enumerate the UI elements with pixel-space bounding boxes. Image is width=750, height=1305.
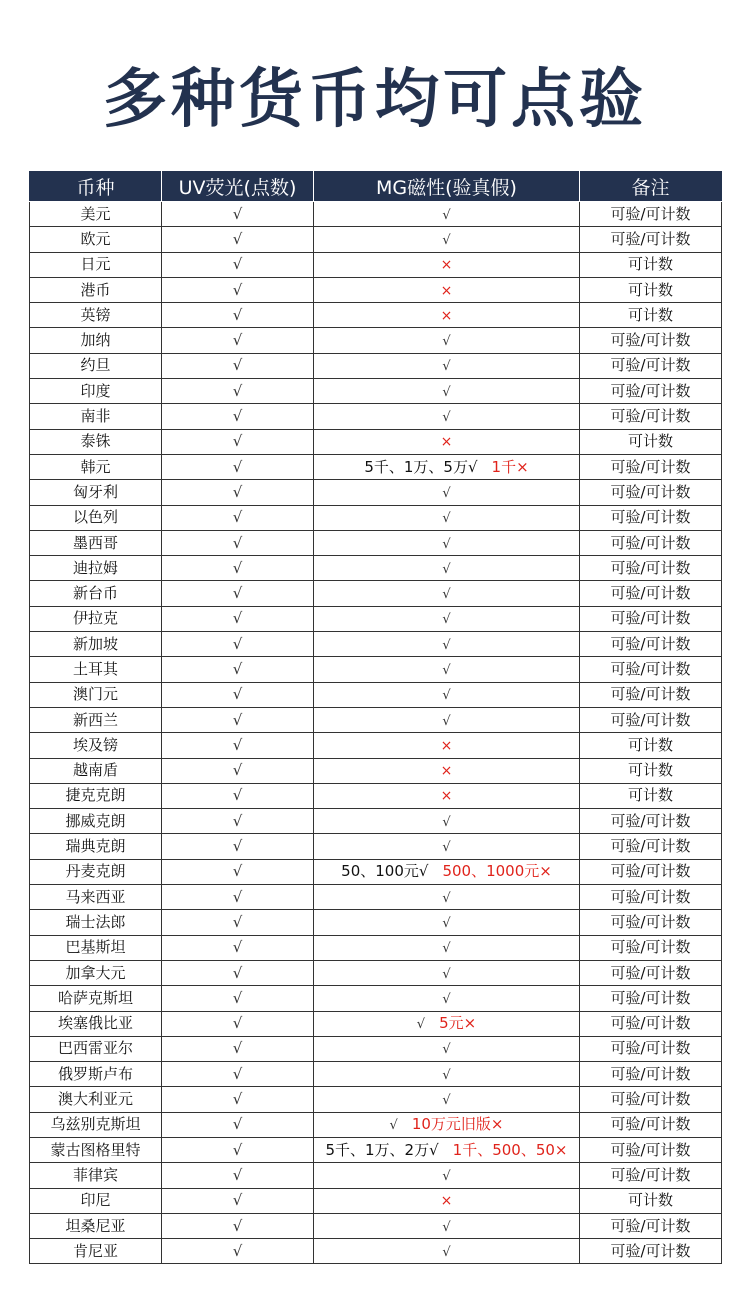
table-row bbox=[30, 328, 722, 353]
note-cell: 可验/可计数 bbox=[580, 1062, 722, 1087]
currency-table bbox=[29, 171, 722, 1264]
cross-mark: × bbox=[440, 788, 453, 805]
currency-cell: 印尼 bbox=[30, 1188, 162, 1213]
check-mark: √ bbox=[442, 485, 451, 501]
table-row bbox=[30, 1137, 722, 1162]
table-row bbox=[30, 277, 722, 302]
mg-cell bbox=[314, 960, 580, 985]
note-cell: 可计数 bbox=[580, 1188, 722, 1213]
check-mark: √ bbox=[442, 966, 451, 982]
note-cell: 可验/可计数 bbox=[580, 657, 722, 682]
table-row bbox=[30, 454, 722, 479]
note-cell: 可验/可计数 bbox=[580, 707, 722, 732]
note-cell: 可验/可计数 bbox=[580, 1163, 722, 1188]
note-cell: 可计数 bbox=[580, 303, 722, 328]
mg-cell bbox=[314, 834, 580, 859]
mg-cell bbox=[314, 277, 580, 302]
check-mark: √ bbox=[442, 1244, 451, 1260]
mg-cell bbox=[314, 733, 580, 758]
table-row bbox=[30, 859, 722, 884]
cross-mark: × bbox=[440, 1193, 453, 1210]
table-row bbox=[30, 1087, 722, 1112]
mg-cell bbox=[314, 480, 580, 505]
mg-cell bbox=[314, 227, 580, 252]
table-row bbox=[30, 1163, 722, 1188]
currency-cell: 澳大利亚元 bbox=[30, 1087, 162, 1112]
currency-cell: 以色列 bbox=[30, 505, 162, 530]
mg-cell bbox=[314, 1163, 580, 1188]
table-row bbox=[30, 202, 722, 227]
mg-cell bbox=[314, 1213, 580, 1238]
currency-cell: 南非 bbox=[30, 404, 162, 429]
cross-mark: × bbox=[440, 737, 453, 754]
currency-cell: 欧元 bbox=[30, 227, 162, 252]
currency-cell: 瑞典克朗 bbox=[30, 834, 162, 859]
table-row bbox=[30, 581, 722, 606]
mg-cell bbox=[314, 429, 580, 454]
mg-cell bbox=[314, 556, 580, 581]
uv-cell: √ bbox=[162, 454, 314, 479]
check-mark: √ bbox=[442, 359, 451, 375]
note-cell: 可验/可计数 bbox=[580, 556, 722, 581]
mg-cell bbox=[314, 682, 580, 707]
table-header-row bbox=[30, 172, 722, 202]
mg-cell bbox=[314, 632, 580, 657]
mg-cell bbox=[314, 1087, 580, 1112]
note-cell: 可验/可计数 bbox=[580, 1213, 722, 1238]
table-body bbox=[30, 202, 722, 1264]
check-mark: √ bbox=[442, 662, 451, 678]
table-row bbox=[30, 1011, 722, 1036]
table-row bbox=[30, 353, 722, 378]
header-uv: UV荧光(点数) bbox=[162, 172, 314, 202]
currency-cell: 蒙古图格里特 bbox=[30, 1137, 162, 1162]
mg-cell bbox=[314, 707, 580, 732]
mg-cell bbox=[314, 303, 580, 328]
note-cell: 可验/可计数 bbox=[580, 1239, 722, 1264]
cross-mark: × bbox=[440, 307, 453, 324]
uv-cell: √ bbox=[162, 986, 314, 1011]
currency-cell: 土耳其 bbox=[30, 657, 162, 682]
mg-note: 50、100元√ bbox=[341, 862, 429, 881]
table-row bbox=[30, 379, 722, 404]
currency-cell: 挪威克朗 bbox=[30, 809, 162, 834]
table-row bbox=[30, 632, 722, 657]
currency-cell: 乌兹别克斯坦 bbox=[30, 1112, 162, 1137]
note-cell: 可计数 bbox=[580, 758, 722, 783]
currency-cell: 日元 bbox=[30, 252, 162, 277]
uv-cell: √ bbox=[162, 935, 314, 960]
check-mark: √ bbox=[442, 334, 451, 350]
mg-note: 5千、1万、5万√ bbox=[364, 457, 478, 476]
header-mg: MG磁性(验真假) bbox=[314, 172, 580, 202]
currency-cell: 韩元 bbox=[30, 454, 162, 479]
currency-cell: 越南盾 bbox=[30, 758, 162, 783]
uv-cell: √ bbox=[162, 1062, 314, 1087]
table-row bbox=[30, 1239, 722, 1264]
uv-cell: √ bbox=[162, 581, 314, 606]
note-cell: 可验/可计数 bbox=[580, 1137, 722, 1162]
mg-cell bbox=[314, 1137, 580, 1162]
uv-cell: √ bbox=[162, 783, 314, 808]
warning-note: 500、1000元× bbox=[442, 862, 552, 881]
currency-cell: 澳门元 bbox=[30, 682, 162, 707]
table-row bbox=[30, 935, 722, 960]
table-row bbox=[30, 606, 722, 631]
uv-cell: √ bbox=[162, 1137, 314, 1162]
table-row bbox=[30, 480, 722, 505]
currency-cell: 约旦 bbox=[30, 353, 162, 378]
mg-cell bbox=[314, 606, 580, 631]
currency-cell: 港币 bbox=[30, 277, 162, 302]
currency-cell: 埃塞俄比亚 bbox=[30, 1011, 162, 1036]
mg-cell bbox=[314, 935, 580, 960]
table-row bbox=[30, 1112, 722, 1137]
currency-cell: 英镑 bbox=[30, 303, 162, 328]
uv-cell: √ bbox=[162, 885, 314, 910]
currency-cell: 巴基斯坦 bbox=[30, 935, 162, 960]
table-row bbox=[30, 986, 722, 1011]
table-row bbox=[30, 783, 722, 808]
check-mark: √ bbox=[442, 384, 451, 400]
check-mark: √ bbox=[442, 713, 451, 729]
cross-mark: × bbox=[440, 257, 453, 274]
uv-cell: √ bbox=[162, 1213, 314, 1238]
uv-cell: √ bbox=[162, 227, 314, 252]
currency-cell: 瑞士法郎 bbox=[30, 910, 162, 935]
mg-cell bbox=[314, 783, 580, 808]
currency-cell: 哈萨克斯坦 bbox=[30, 986, 162, 1011]
check-mark: √ bbox=[442, 1093, 451, 1109]
uv-cell: √ bbox=[162, 277, 314, 302]
check-mark: √ bbox=[442, 207, 451, 223]
uv-cell: √ bbox=[162, 404, 314, 429]
mg-cell bbox=[314, 379, 580, 404]
mg-cell bbox=[314, 910, 580, 935]
check-mark: √ bbox=[442, 410, 451, 426]
note-cell: 可验/可计数 bbox=[580, 202, 722, 227]
uv-cell: √ bbox=[162, 1011, 314, 1036]
table-row bbox=[30, 1036, 722, 1061]
mg-cell bbox=[314, 758, 580, 783]
note-cell: 可验/可计数 bbox=[580, 606, 722, 631]
check-mark: √ bbox=[442, 941, 451, 957]
currency-cell: 印度 bbox=[30, 379, 162, 404]
currency-cell: 泰铢 bbox=[30, 429, 162, 454]
note-cell: 可计数 bbox=[580, 429, 722, 454]
mg-cell bbox=[314, 1112, 580, 1137]
currency-cell: 菲律宾 bbox=[30, 1163, 162, 1188]
mg-cell bbox=[314, 252, 580, 277]
check-mark: √ bbox=[442, 991, 451, 1007]
uv-cell: √ bbox=[162, 556, 314, 581]
mg-cell bbox=[314, 657, 580, 682]
warning-note: 1千、500、50× bbox=[452, 1140, 568, 1159]
note-cell: 可验/可计数 bbox=[580, 986, 722, 1011]
currency-cell: 新加坡 bbox=[30, 632, 162, 657]
uv-cell: √ bbox=[162, 758, 314, 783]
table-row bbox=[30, 834, 722, 859]
uv-cell: √ bbox=[162, 429, 314, 454]
table-row bbox=[30, 303, 722, 328]
cross-mark: × bbox=[440, 763, 453, 780]
table-row bbox=[30, 530, 722, 555]
note-cell: 可验/可计数 bbox=[580, 505, 722, 530]
note-cell: 可计数 bbox=[580, 733, 722, 758]
check-mark: √ bbox=[442, 1168, 451, 1184]
currency-cell: 匈牙利 bbox=[30, 480, 162, 505]
mg-cell bbox=[314, 1011, 580, 1036]
check-mark: √ bbox=[442, 232, 451, 248]
mg-cell bbox=[314, 202, 580, 227]
table-row bbox=[30, 657, 722, 682]
uv-cell: √ bbox=[162, 1087, 314, 1112]
uv-cell: √ bbox=[162, 480, 314, 505]
note-cell: 可计数 bbox=[580, 277, 722, 302]
note-cell: 可验/可计数 bbox=[580, 1011, 722, 1036]
cross-mark: × bbox=[440, 282, 453, 299]
note-cell: 可验/可计数 bbox=[580, 1087, 722, 1112]
check-mark: √ bbox=[442, 637, 451, 653]
check-mark: √ bbox=[442, 915, 451, 931]
note-cell: 可验/可计数 bbox=[580, 480, 722, 505]
table-row bbox=[30, 682, 722, 707]
mg-cell bbox=[314, 885, 580, 910]
note-cell: 可计数 bbox=[580, 783, 722, 808]
currency-cell: 埃及镑 bbox=[30, 733, 162, 758]
uv-cell: √ bbox=[162, 1112, 314, 1137]
currency-cell: 巴西雷亚尔 bbox=[30, 1036, 162, 1061]
uv-cell: √ bbox=[162, 859, 314, 884]
page-title: 多种货币均可点验 bbox=[103, 63, 647, 137]
note-cell: 可验/可计数 bbox=[580, 530, 722, 555]
uv-cell: √ bbox=[162, 910, 314, 935]
warning-note: 5元× bbox=[439, 1014, 477, 1033]
note-cell: 可验/可计数 bbox=[580, 581, 722, 606]
table-row bbox=[30, 885, 722, 910]
mg-cell bbox=[314, 1036, 580, 1061]
note-cell: 可验/可计数 bbox=[580, 960, 722, 985]
note-cell: 可验/可计数 bbox=[580, 859, 722, 884]
cross-mark: × bbox=[440, 434, 453, 451]
table-row bbox=[30, 1062, 722, 1087]
note-cell: 可验/可计数 bbox=[580, 910, 722, 935]
currency-cell: 捷克克朗 bbox=[30, 783, 162, 808]
note-cell: 可验/可计数 bbox=[580, 1036, 722, 1061]
currency-cell: 丹麦克朗 bbox=[30, 859, 162, 884]
table-row bbox=[30, 707, 722, 732]
uv-cell: √ bbox=[162, 252, 314, 277]
uv-cell: √ bbox=[162, 809, 314, 834]
currency-cell: 迪拉姆 bbox=[30, 556, 162, 581]
table-row bbox=[30, 505, 722, 530]
header-currency: 币种 bbox=[30, 172, 162, 202]
uv-cell: √ bbox=[162, 960, 314, 985]
table-row bbox=[30, 733, 722, 758]
uv-cell: √ bbox=[162, 1163, 314, 1188]
uv-cell: √ bbox=[162, 1036, 314, 1061]
currency-cell: 美元 bbox=[30, 202, 162, 227]
header-note: 备注 bbox=[580, 172, 722, 202]
note-cell: 可验/可计数 bbox=[580, 935, 722, 960]
uv-cell: √ bbox=[162, 733, 314, 758]
uv-cell: √ bbox=[162, 657, 314, 682]
uv-cell: √ bbox=[162, 707, 314, 732]
table-row bbox=[30, 429, 722, 454]
uv-cell: √ bbox=[162, 328, 314, 353]
note-cell: 可验/可计数 bbox=[580, 632, 722, 657]
mg-cell bbox=[314, 454, 580, 479]
warning-note: 10万元旧版× bbox=[411, 1115, 504, 1134]
uv-cell: √ bbox=[162, 530, 314, 555]
currency-cell: 新台币 bbox=[30, 581, 162, 606]
mg-cell bbox=[314, 404, 580, 429]
table-row bbox=[30, 809, 722, 834]
note-cell: 可验/可计数 bbox=[580, 809, 722, 834]
mg-cell bbox=[314, 530, 580, 555]
note-cell: 可验/可计数 bbox=[580, 404, 722, 429]
currency-cell: 新西兰 bbox=[30, 707, 162, 732]
uv-cell: √ bbox=[162, 1239, 314, 1264]
note-cell: 可验/可计数 bbox=[580, 227, 722, 252]
check-mark: √ bbox=[442, 587, 451, 603]
warning-note: 1千× bbox=[491, 457, 529, 476]
note-cell: 可验/可计数 bbox=[580, 353, 722, 378]
currency-cell: 加拿大元 bbox=[30, 960, 162, 985]
uv-cell: √ bbox=[162, 303, 314, 328]
check-mark: √ bbox=[442, 612, 451, 628]
note-cell: 可计数 bbox=[580, 252, 722, 277]
table-row bbox=[30, 910, 722, 935]
uv-cell: √ bbox=[162, 632, 314, 657]
currency-cell: 肯尼亚 bbox=[30, 1239, 162, 1264]
uv-cell: √ bbox=[162, 202, 314, 227]
currency-cell: 加纳 bbox=[30, 328, 162, 353]
table-row bbox=[30, 960, 722, 985]
mg-cell bbox=[314, 986, 580, 1011]
table-row bbox=[30, 556, 722, 581]
check-mark: √ bbox=[389, 1118, 398, 1134]
uv-cell: √ bbox=[162, 682, 314, 707]
note-cell: 可验/可计数 bbox=[580, 328, 722, 353]
check-mark: √ bbox=[442, 511, 451, 527]
check-mark: √ bbox=[442, 1067, 451, 1083]
table-row bbox=[30, 1188, 722, 1213]
uv-cell: √ bbox=[162, 353, 314, 378]
note-cell: 可验/可计数 bbox=[580, 379, 722, 404]
check-mark: √ bbox=[416, 1017, 426, 1033]
currency-cell: 伊拉克 bbox=[30, 606, 162, 631]
note-cell: 可验/可计数 bbox=[580, 682, 722, 707]
mg-cell bbox=[314, 1188, 580, 1213]
uv-cell: √ bbox=[162, 1188, 314, 1213]
mg-cell bbox=[314, 505, 580, 530]
check-mark: √ bbox=[442, 1042, 451, 1058]
currency-cell: 马来西亚 bbox=[30, 885, 162, 910]
note-cell: 可验/可计数 bbox=[580, 834, 722, 859]
check-mark: √ bbox=[442, 688, 451, 704]
mg-cell bbox=[314, 1062, 580, 1087]
check-mark: √ bbox=[442, 561, 451, 577]
uv-cell: √ bbox=[162, 505, 314, 530]
check-mark: √ bbox=[442, 1219, 451, 1235]
currency-cell: 坦桑尼亚 bbox=[30, 1213, 162, 1238]
table-row bbox=[30, 252, 722, 277]
mg-cell bbox=[314, 809, 580, 834]
mg-cell bbox=[314, 353, 580, 378]
check-mark: √ bbox=[442, 890, 451, 906]
uv-cell: √ bbox=[162, 379, 314, 404]
uv-cell: √ bbox=[162, 834, 314, 859]
table-row bbox=[30, 227, 722, 252]
uv-cell: √ bbox=[162, 606, 314, 631]
check-mark: √ bbox=[442, 814, 451, 830]
currency-cell: 墨西哥 bbox=[30, 530, 162, 555]
mg-cell bbox=[314, 1239, 580, 1264]
note-cell: 可验/可计数 bbox=[580, 454, 722, 479]
table-row bbox=[30, 404, 722, 429]
note-cell: 可验/可计数 bbox=[580, 1112, 722, 1137]
table-row bbox=[30, 758, 722, 783]
check-mark: √ bbox=[442, 536, 451, 552]
table-row bbox=[30, 1213, 722, 1238]
note-cell: 可验/可计数 bbox=[580, 885, 722, 910]
currency-cell: 俄罗斯卢布 bbox=[30, 1062, 162, 1087]
check-mark: √ bbox=[442, 840, 451, 856]
mg-cell bbox=[314, 859, 580, 884]
mg-cell bbox=[314, 328, 580, 353]
mg-note: 5千、1万、2万√ bbox=[325, 1140, 439, 1159]
mg-cell bbox=[314, 581, 580, 606]
